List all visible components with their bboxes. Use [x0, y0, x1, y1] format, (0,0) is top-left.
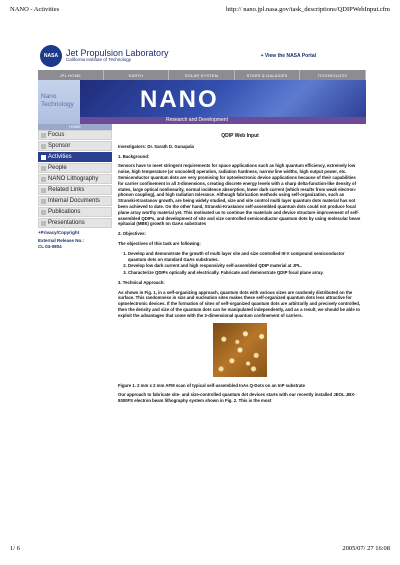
main-content — [112, 130, 366, 408]
jpl-subtitle: California Institute of Technology — [66, 57, 131, 63]
print-header — [10, 6, 390, 16]
sidebar-item-related-links[interactable]: Related Links — [38, 185, 112, 195]
badge-line-2: Technology — [41, 101, 74, 108]
section-heading: 3. Technical Approach: — [118, 279, 165, 285]
list-item: 2. Develop low dark current and high responsivity self-assembled QDIP material at JPL. — [128, 263, 362, 269]
bullet-icon — [41, 188, 46, 193]
body-row — [38, 130, 366, 408]
investigators: Investigators: Dr. Sarath D. Gunapala — [118, 143, 194, 149]
figure-caption: Figure 1. 2 mm x 2 mm AFM scan of typical self-assembled InAs Q-Dots on an InP substrate — [118, 382, 305, 388]
print-page-title: NANO - Activities — [10, 6, 60, 13]
print-footer — [10, 545, 390, 555]
page-title: QDIP Web Input — [221, 133, 259, 139]
objectives-list — [118, 251, 362, 276]
nav-jpl-home[interactable]: JPL HOME — [38, 70, 104, 80]
nav-technology[interactable]: TECHNOLOGY — [300, 70, 366, 80]
nano-banner — [38, 80, 366, 124]
bullet-icon — [41, 221, 46, 226]
top-navigation — [38, 70, 366, 80]
nasa-portal-link[interactable]: + View the NASA Portal — [260, 53, 316, 59]
bullet-icon — [41, 210, 46, 215]
bullet-icon — [41, 199, 46, 204]
nav-stars-galaxies[interactable]: STARS & GALAXIES — [235, 70, 301, 80]
objectives-intro: The objectives of this task are following: — [118, 240, 201, 246]
nano-hero — [80, 80, 366, 124]
sidebar-item-internal-documents[interactable]: Internal Documents — [38, 196, 112, 206]
bullet-icon — [41, 166, 46, 171]
nasa-logo-icon[interactable]: NASA — [40, 45, 62, 67]
section-heading: 2. Objectives: — [118, 231, 146, 237]
jpl-title: Jet Propulsion Laboratory — [66, 47, 169, 58]
list-item: 1. Develop and demonstrate the growth of multi layer site and size controlled III-V compound semiconductor quantum dots on standard GaAs substrates. — [128, 251, 362, 263]
badge-line-1: Nano — [41, 93, 57, 100]
bullet-icon — [41, 177, 46, 182]
list-item: 3. Characterize QDIPs optically and electrically. Fabricate and demonstrate QDIP focal plane array. — [128, 270, 362, 276]
nano-title: NANO — [140, 86, 219, 113]
approach-text: As shown in Fig. 1, in a self-organizing approach, quantum dots with various sizes are randomly distributed on the surface. This randomness in size and nucleation sites makes these self-organized quantum dots less attractive for optoelectronic devices. If the formation of sites of self-organized quantum dots are arbitrarily and precisely controlled, then the density and size of the quantum dots can be manipulated independently, and as a result, we should be able to exploit the advantages that come with the 3-dimensional quantum confinement of carriers. — [118, 289, 361, 318]
print-timestamp: 2005/07/ 27 16:08 — [342, 545, 390, 552]
privacy-copyright-link[interactable]: +Privacy/Copyright — [38, 230, 80, 235]
nav-solar-system[interactable]: SOLAR SYSTEM — [169, 70, 235, 80]
sidebar-item-nano-lithography[interactable]: NANO Lithography — [38, 174, 112, 184]
rd-subtitle: Research and Development — [166, 117, 228, 123]
afm-scan-image — [213, 323, 267, 377]
section-heading: 1. Background: — [118, 153, 150, 159]
home-link[interactable]: HOME — [38, 124, 112, 130]
nano-technology-badge — [38, 80, 80, 124]
sidebar-item-publications[interactable]: Publications — [38, 207, 112, 217]
sidebar-item-people[interactable]: People — [38, 163, 112, 173]
print-page-number: 1/ 6 — [10, 545, 20, 552]
sidebar — [38, 130, 112, 408]
release-number: External Release No.: CL 04-0804 — [38, 238, 85, 249]
sidebar-item-activities[interactable]: Activities — [38, 152, 112, 162]
print-url: http:// nano.jpl.nasa.gov/task_descriptions/QDIPWebInput.cfm — [226, 6, 390, 13]
sidebar-item-focus[interactable]: Focus — [38, 130, 112, 140]
jpl-banner — [38, 42, 366, 70]
nav-earth[interactable]: EARTH — [104, 70, 170, 80]
background-text: Sensors have to meet stringent requirements for space applications such as high quantum efficiency, extremely low noise, high temperature (or uncooled) operation, radiation hardness, narrow line widths, high output power, etc. Semiconductor quantum dots are very promising for optoelectronic device applications because of their capabilities for carrier confinement in all 3-dimensions, creating discrete energy levels with a sharp delta-function-like density of states, large optical nonlinearity, normal incidence absorption, lower dark current (which results from weak electron-phonon coupling), and high radiation tolerance. Although fabrication methods using self-organization, such as Stranski-Krastanov growth, are being widely studied, size and site control multi layer quantum dots material has not been achieved to date. On the other hand, Stranski-Krastanov self-assembled quantum dots could not produce focal plane array worthy material yet. This motivated us to continue the materials and device structure improvement of self-assembled QDIPs, and development of site and size controlled semiconductor quantum dots by using molecular beam epitaxial (MBE) growth on GaAs substrates — [118, 163, 361, 227]
jpl-org-block[interactable] — [66, 49, 169, 63]
bullet-icon — [41, 133, 46, 138]
bullet-icon — [41, 144, 46, 149]
sidebar-item-sponsor[interactable]: Sponsor — [38, 141, 112, 151]
web-page — [38, 42, 366, 522]
approach-text-continued: Our approach to fabricate site- and size-controlled quantum dot devices starts with our recently installed JEOL JBX-9300FS electron beam lithography system shown in Fig. 2. This is the most — [118, 392, 356, 404]
sidebar-item-presentations[interactable]: Presentations — [38, 218, 112, 228]
bullet-icon — [41, 155, 46, 160]
